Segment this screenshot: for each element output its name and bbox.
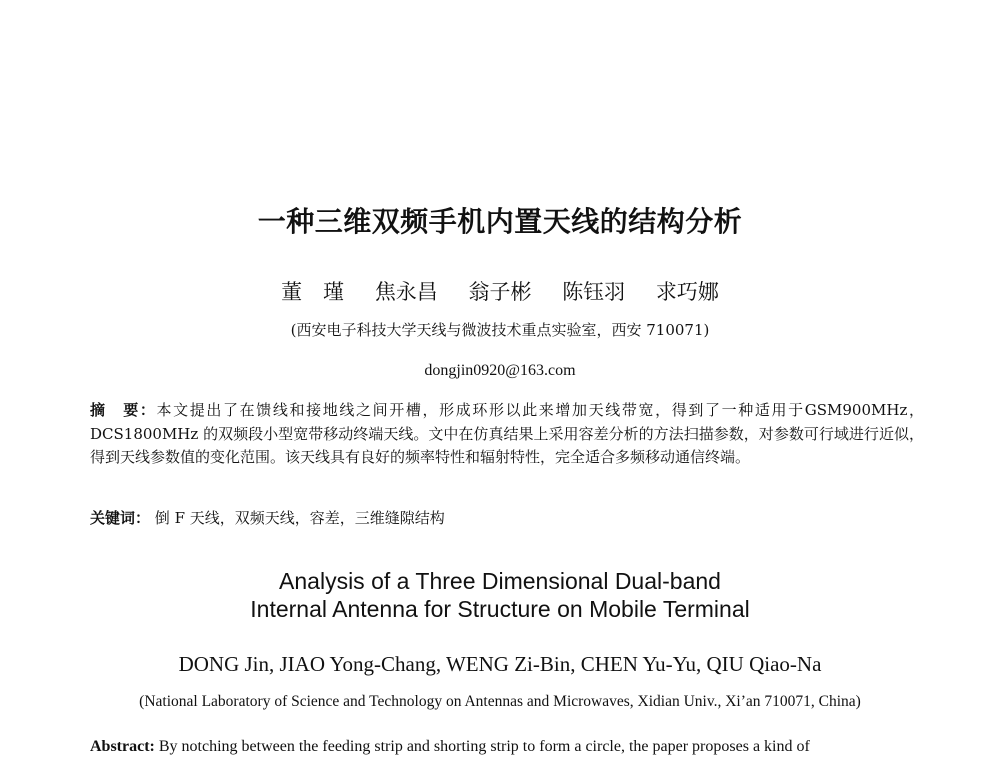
chinese-author: 求巧娜: [655, 280, 719, 304]
english-title-line-2: Internal Antenna for Structure on Mobile Terminal: [250, 596, 750, 622]
chinese-author: 翁子彬: [468, 280, 532, 304]
chinese-affiliation: (西安电子科技大学天线与微波技术重点实验室，西安 710071): [290, 321, 710, 339]
chinese-abstract-text: 本文提出了在馈线和接地线之间开槽，形成环形以此来增加天线带宽，得到了一种适用于GSM900MHz，DCS1800MHz 的双频段小型宽带移动终端天线。文中在仿真结果上采用容差分析的方法扫描参数，对参数可行域进行近似，得到天线参数值的变化范围。该天线具有良好的频率特性和辐射特性，完全适合多频移动通信终端。: [90, 401, 924, 466]
chinese-author: 陈钰羽: [562, 280, 626, 304]
chinese-author-list: [0, 276, 1000, 306]
chinese-keywords-text: 倒 F 天线，双频天线，容差，三维缝隙结构: [154, 509, 445, 527]
chinese-author: 董 瑾: [281, 280, 345, 304]
chinese-author: 焦永昌: [374, 280, 438, 304]
chinese-title: 一种三维双频手机内置天线的结构分析: [257, 205, 743, 238]
chinese-keywords: [90, 507, 924, 528]
english-abstract: [90, 734, 924, 760]
english-abstract-text: By notching between the feeding strip and shorting strip to form a circle, the paper proposes a kind of: [158, 738, 810, 755]
english-affiliation: (National Laboratory of Science and Technology on Antennas and Microwaves, Xidian Univ., Xi’an 710071, China): [139, 693, 861, 710]
author-email: dongjin0920@163.com: [424, 362, 576, 379]
english-authors: DONG Jin, JIAO Yong-Chang, WENG Zi-Bin, CHEN Yu-Yu, QIU Qiao-Na: [178, 652, 822, 676]
english-title: [0, 567, 1000, 623]
english-abstract-label: Abstract:: [90, 738, 155, 755]
chinese-abstract: [90, 399, 924, 470]
english-title-line-1: Analysis of a Three Dimensional Dual-band: [279, 568, 721, 594]
chinese-abstract-label: 摘 要：: [90, 401, 157, 419]
chinese-keywords-label: 关键词：: [90, 509, 151, 527]
